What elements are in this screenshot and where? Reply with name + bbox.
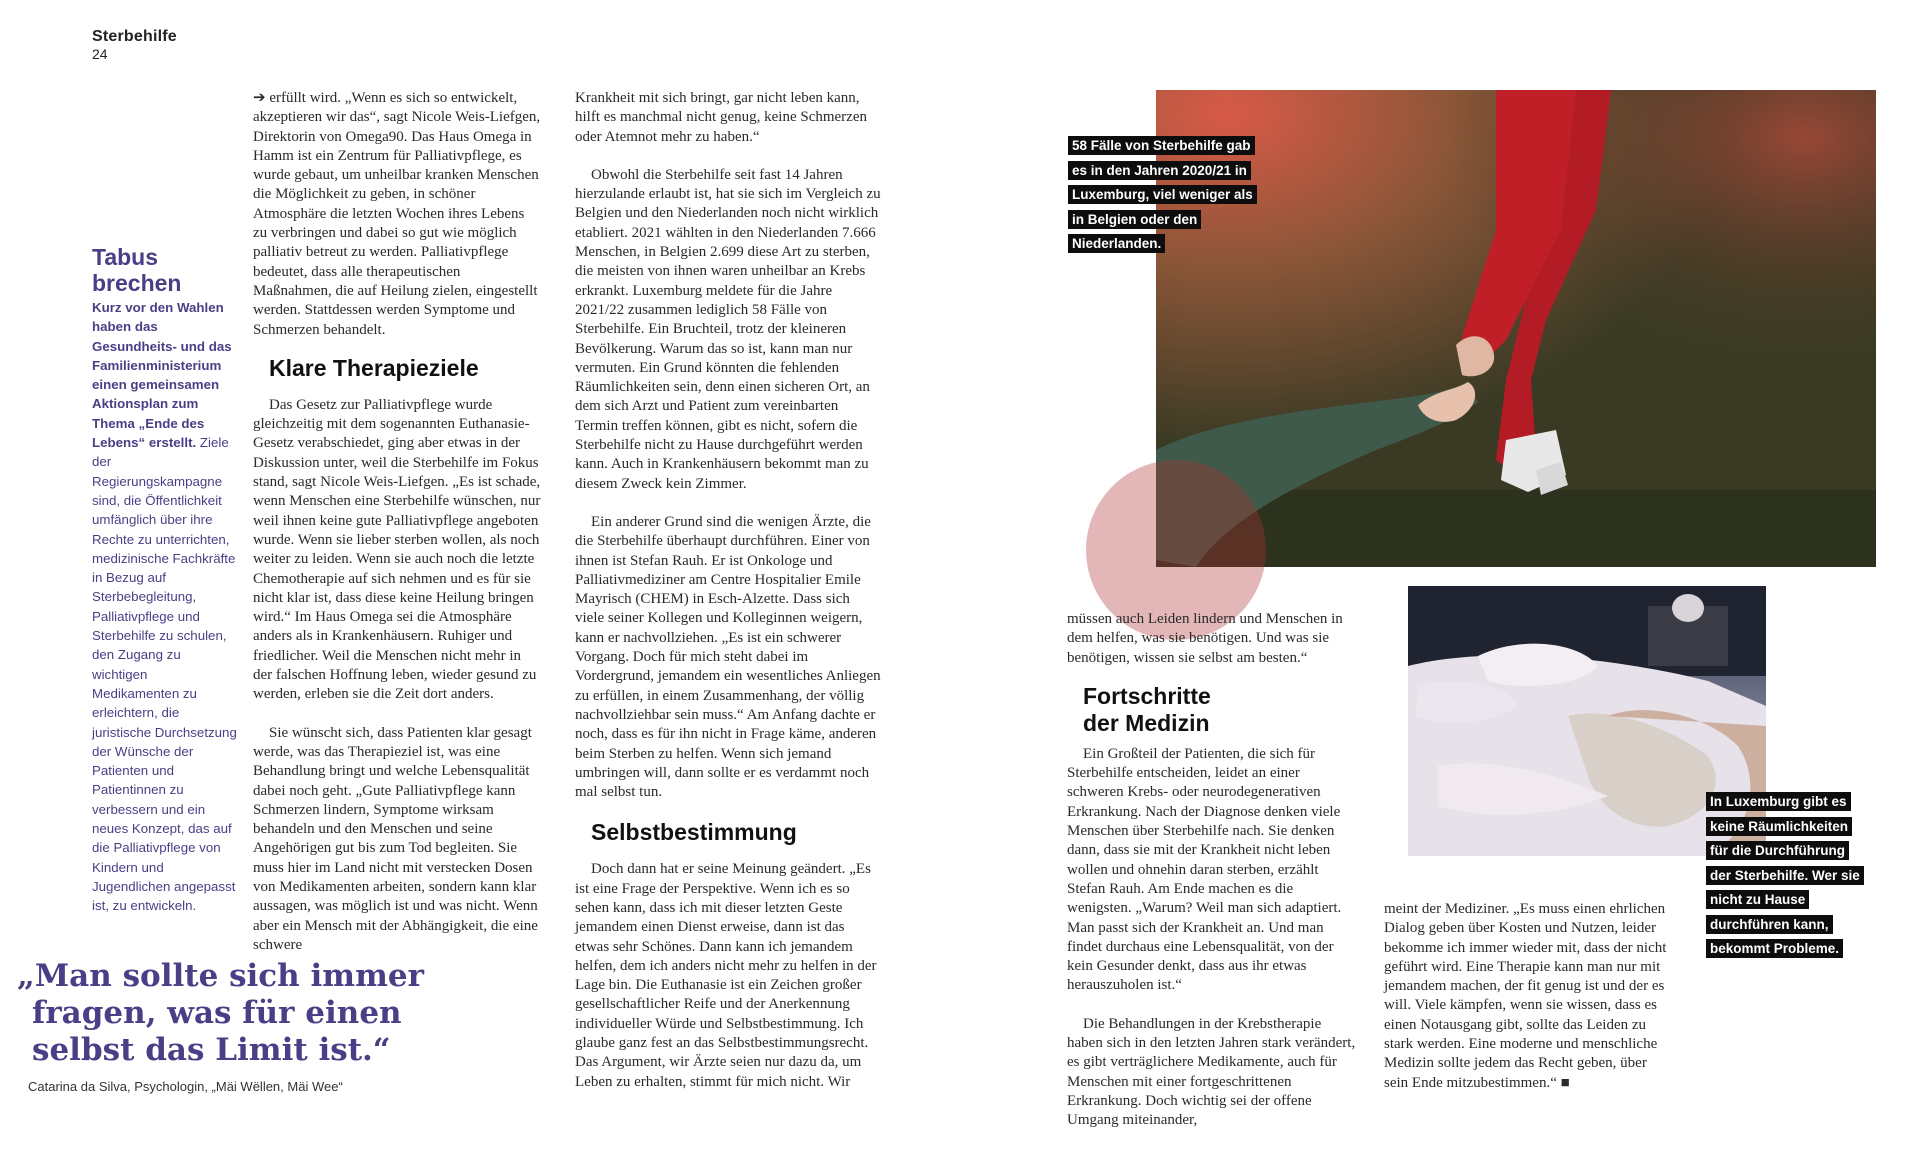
- paragraph: Die Behandlungen in der Krebstherapie haben sich in den letzten Jahren stark verändert, es gibt verträglichere Medikamente, auch für Menschen mit einer fortgeschrittenen Erkrankung. Doch wichtig sei der offene Umgang miteinander,: [1067, 1015, 1356, 1129]
- photo-held-hands: [1072, 90, 1876, 567]
- paragraph: Das Gesetz zur Palliativpflege wurde gleichzeitig mit dem sogenannten Euthanasie-Gesetz verabschiedet, ging aber etwas in der Diskussion unter, weil die Sterbehilfe im Fokus stand, sagt Nicole Weis-Liefgen. „Es ist schade, wenn Menschen eine Sterbehilfe wünschen, nur weil ihnen keine gute Palliativpflege angeboten wurde. Wenn sie lieber sterben wollen, als noch weiter zu leiden. Wenn sie auch noch die letzte Chemotherapie auf sich nehmen und es für sie nicht klar ist, dass diese keine Heilung bringen wird.“ Im Haus Omega sei die Atmosphäre anders als in Krankenhäusern. Ruhiger und friedlicher. Weil die Menschen nicht mehr in der falschen Hoffnung leben, wieder gesund zu werden, erleben sie die Zeit dort anders.: [253, 396, 541, 703]
- paragraph: meint der Mediziner. „Es muss einen ehrlichen Dialog geben über Kosten und Nutzen, leider bekomme ich immer wieder mit, dass der nicht geführt wird. Eine Therapie kann man nur mit jemandem machen, der fit genug ist und der es will. Viele kämpfen, wenn sie wissen, dass es einen Notausgang gibt, sollte das Leiden zu stark werden. Eine moderne und menschliche Medizin sollte jedem das Recht geben, über sein Ende mitzubestimmen.“ ■: [1384, 901, 1667, 1091]
- photo-caption: 58 Fälle von Sterbehilfe gab es in den Jahren 2020/21 in Luxemburg, viel weniger als in Belgien oder den Niederlanden.: [1068, 134, 1253, 257]
- article-column-2: [575, 89, 881, 1092]
- pull-quote-attribution: Catarina da Silva, Psychologin, „Mäi Wëllen, Mäi Wee“: [28, 1079, 343, 1094]
- pull-quote: [8, 958, 448, 1094]
- sidebar-text: [92, 298, 238, 916]
- article-column-1: [253, 89, 541, 955]
- sidebar-lead: Kurz vor den Wahlen haben das Gesundheits- und das Familienministerium einen gemeinsamen Aktionsplan zum Thema „Ende des Lebens“ erstellt.: [92, 300, 232, 451]
- photo-held-hands-image: [1156, 90, 1876, 567]
- sidebar-title: Tabus brechen: [92, 244, 182, 296]
- paragraph: Krankheit mit sich bringt, gar nicht leben kann, hilft es manchmal nicht genug, keine Schmerzen oder Atemnot mehr zu haben.“: [575, 90, 867, 145]
- subheading-selbstbestimmung: Selbstbestimmung: [591, 819, 797, 846]
- paragraph: Sie wünscht sich, dass Patienten klar gesagt werde, was das Therapieziel ist, was eine Behandlung bringt und welche Lebensqualität dabei noch geht. „Gute Palliativpflege kann Schmerzen lindern, Symptome wirksam behandeln und den Menschen und seine Angehörigen gut bis zum Tod begleiten. Sie muss hier im Land nicht mit verstecken Dosen von Medikamenten arbeiten, sondern kann klar aussagen, was möglich ist und was nicht. Wenn aber ein Mensch mit der Abhängigkeit, die eine schwere: [253, 724, 538, 953]
- subheading-klare-therapieziele: Klare Therapieziele: [269, 354, 479, 381]
- paragraph: Doch dann hat er seine Meinung geändert. „Es ist eine Frage der Perspektive. Wenn ich es so sehen kann, dass ich mit dieser letzten Geste jemandem einen Dienst erweise, dann ist das etwas sehr Schönes. Dann kann ich jemandem helfen, dem ich anders nicht mehr zu helfen in der Lage bin. Die Euthanasie ist ein Zeichen großer gesellschaftlicher Reife und der Anerkennung individueller Würde und Selbstbestimmung. Ich glaube ganz fest an das Selbstbestimmungsrecht. Das Argument, wir Ärzte seien nur dazu da, um Leben zu erhalten, stimmt für mich nicht. Wir: [575, 861, 877, 1090]
- sidebar-box: [92, 244, 238, 916]
- paragraph: Ein anderer Grund sind die wenigen Ärzte, die die Sterbehilfe überhaupt durchführen. Einer von ihnen ist Stefan Rauh. Er ist Onkologe und Palliativmediziner am Centre Hospitalier Emile Mayrisch (CHEM) in Esch-Alzette. Dass sich viele seiner Kollegen und Kolleginnen weigern, kann er nachvollziehen. „Es ist ein schwerer Vorgang. Doch für mich steht dabei im Vordergrund, jemandem ein wesentliches Anliegen zu erfüllen, in einem Zusammenhang, der völlig nachvollziehbar sein muss.“ Am Anfang dachte er noch, dass es für ihn nicht in Frage käme, anderen beim Sterben zu helfen. Wenn sich jemand umbringen will, dann sollte er es verdammt noch mal selbst tun.: [575, 513, 881, 801]
- paragraph: Ein Großteil der Patienten, die sich für Sterbehilfe entscheiden, leidet an einer schweren Krebs- oder neurodegenerativen Erkrankung. Nach der Diagnose denken viele Menschen über Sterbehilfe nach. Sie denken dann, dass sie mit der Krankheit nicht leben wollen und ohnehin daran sterben, erzählt Stefan Rauh. Am Ende machen es die wenigsten. „Warum? Weil man sich adaptiert. Man passt sich der Krankheit an. Und man findet durchaus eine Lebensqualität, von der kein Gesunder denkt, dass aus ihr etwas herauszuholen ist.“: [1067, 745, 1342, 994]
- pull-quote-text: „Man sollte sich immer fragen, was für einen selbst das Limit ist.“: [17, 958, 424, 1068]
- photo-caption: In Luxemburg gibt es keine Räumlichkeiten für die Durchführung der Sterbehilfe. Wer sie nicht zu Hause durchführen kann, bekommt Probleme.: [1706, 790, 1866, 962]
- paragraph: müssen auch Leiden lindern und Menschen in dem helfen, was sie benötigen. Und was sie benötigen, wissen sie selbst am besten.“: [1067, 611, 1343, 666]
- sidebar-body: Ziele der Regierungskampagne sind, die Öffentlichkeit umfänglich über ihre Rechte zu unterrichten, medizinische Fachkräfte in Bezug auf Sterbebegleitung, Palliativpflege und Sterbehilfe zu schulen, den Zugang zu wichtigen Medikamenten zu erleichtern, die juristische Durchsetzung der Wünsche der Patienten und Patientinnen zu verbessern und ein neues Konzept, das auf die Palliativpflege von Kindern und Jugendlichen angepasst ist, zu entwickeln.: [92, 435, 237, 914]
- article-column-3: [1067, 610, 1357, 1131]
- section-title: Sterbehilfe: [92, 28, 177, 45]
- paragraph: ➔ erfüllt wird. „Wenn es sich so entwickelt, akzeptieren wir das“, sagt Nicole Weis-Liefgen, Direktorin von Omega90. Das Haus Omega in Hamm ist ein Zentrum für Palliativpflege, es wurde gebaut, um unheilbar kranken Menschen die Möglichkeit zu geben, in schöner Atmosphäre die letzten Wochen ihres Lebens zu verbringen und dabei so gut wie möglich palliativ betreut zu werden. Palliativpflege bedeutet, dass alle therapeutischen Maßnahmen, die auf Heilung zielen, eingestellt werden. Stattdessen werden Symptome und Schmerzen behandelt.: [253, 90, 541, 338]
- page-number: 24: [92, 46, 108, 62]
- article-column-4: [1384, 900, 1674, 1093]
- subheading-fortschritte: Fortschritte der Medizin: [1083, 682, 1211, 736]
- paragraph: Obwohl die Sterbehilfe seit fast 14 Jahren hierzulande erlaubt ist, hat sie sich im Vergleich zu Belgien und den Niederlanden noch nicht wirklich etabliert. 2021 wählten in den Niederlanden 7.666 Menschen, in Belgien 2.699 diese Art zu sterben, die meisten von ihnen waren unheilbar an Krebs erkrankt. Luxemburg meldete für die Jahre 2021/22 zusammen lediglich 58 Fälle von Sterbehilfe. Ein Bruchteil, trotz der kleineren Bevölkerung. Warum das so ist, kann man nur vermuten. Ein Grund könnten die fehlenden Räumlichkeiten sein, denn einen sicheren Ort, an dem sich Arzt und Patient zum vereinbarten Termin treffen können, gibt es nicht, sofern die Sterbehilfe nicht zu Hause durchgeführt werden kann. Auch in Krankenhäusern bekommt man zu diesem Zweck kein Zimmer.: [575, 166, 881, 492]
